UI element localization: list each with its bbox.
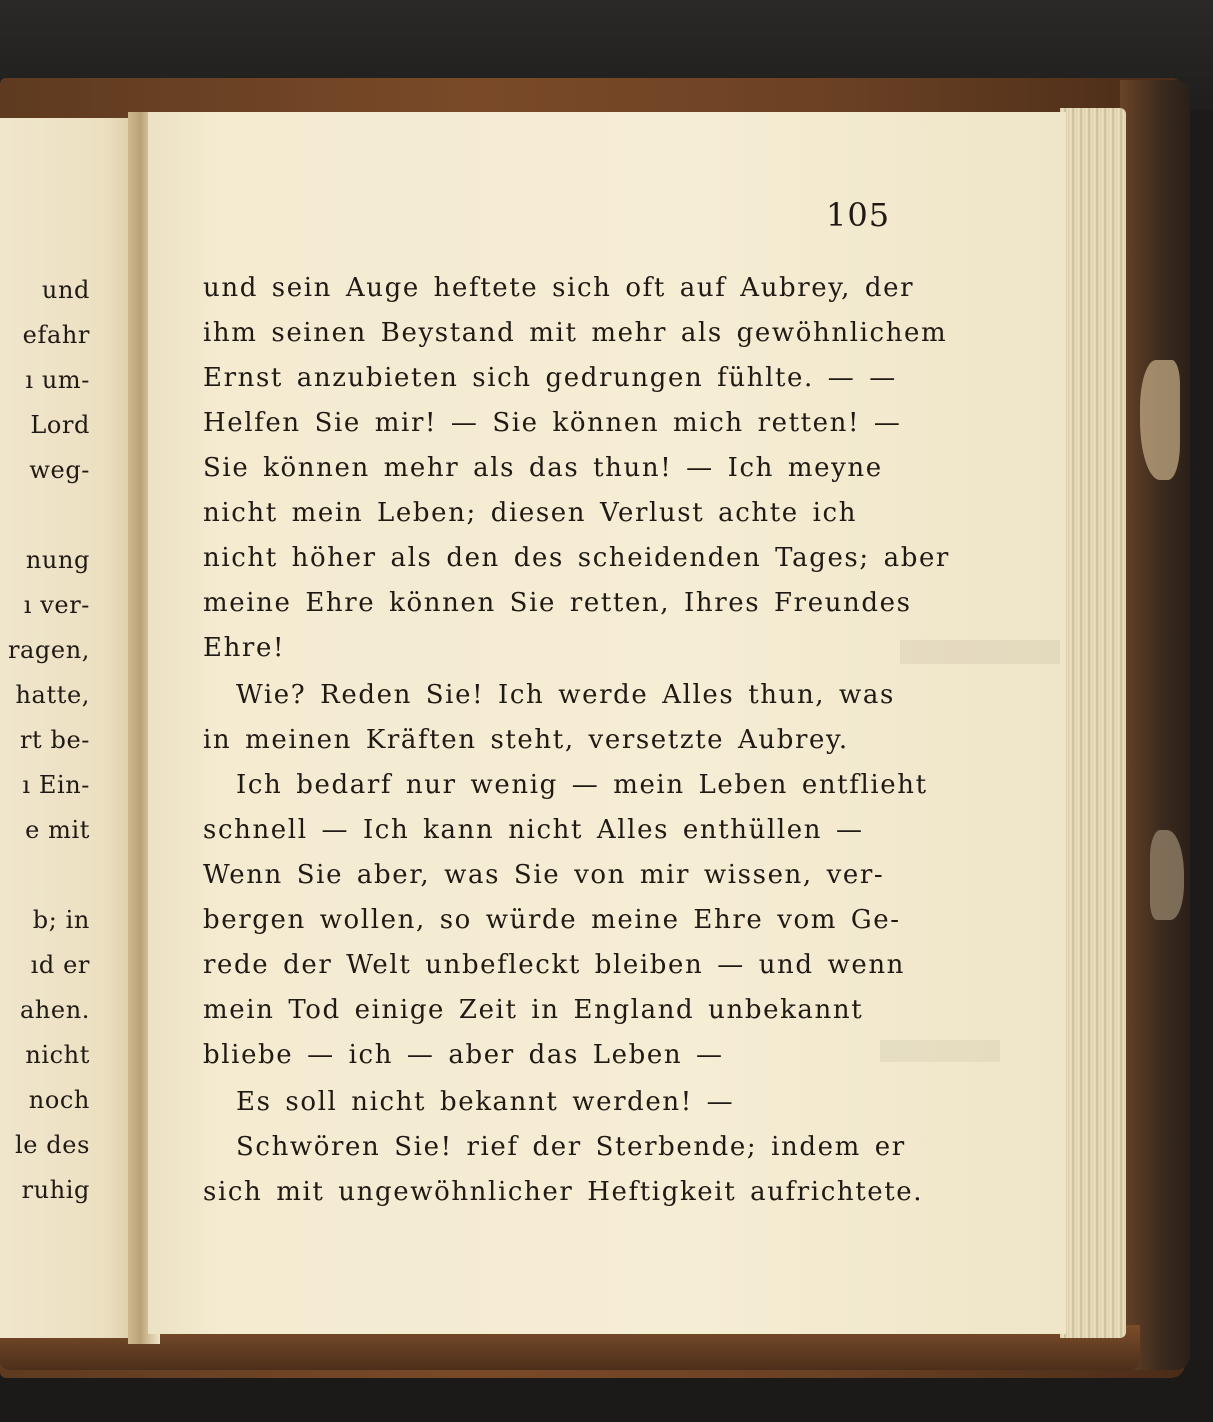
- left-page-line: rt be-: [19, 726, 90, 754]
- left-page-line: e mit: [25, 816, 90, 844]
- left-page-line: hatte,: [15, 681, 90, 709]
- page-edges: [1060, 108, 1126, 1338]
- page-number: 105: [826, 196, 891, 234]
- left-page-line: ragen,: [7, 636, 90, 664]
- left-page-line: b; in: [32, 906, 90, 934]
- text-line: Helfen Sie mir! — Sie können mich retten! —: [203, 408, 902, 438]
- left-page-line: ı ver-: [23, 591, 90, 619]
- show-through-mark: [880, 1040, 1000, 1062]
- text-line: mein Tod einige Zeit in England unbekannt: [203, 995, 864, 1025]
- left-page-line: noch: [28, 1086, 90, 1114]
- left-page-line: ruhig: [21, 1176, 90, 1204]
- text-line: Es soll nicht bekannt werden! —: [236, 1087, 735, 1117]
- left-page-line: ıd er: [30, 951, 90, 979]
- text-line: Sie können mehr als das thun! — Ich meyne: [203, 453, 883, 483]
- cover-wear-mark: [1150, 830, 1184, 920]
- text-line: Schwören Sie! rief der Sterbende; indem er: [236, 1132, 906, 1162]
- text-line: bliebe — ich — aber das Leben —: [203, 1040, 724, 1070]
- text-line: nicht höher als den des scheidenden Tages; aber: [203, 543, 950, 573]
- left-page-line: ahen.: [19, 996, 90, 1024]
- text-line: bergen wollen, so würde meine Ehre vom Ge-: [203, 905, 901, 935]
- show-through-mark: [900, 640, 1060, 664]
- left-page-line: Lord: [30, 411, 90, 439]
- left-page-line: ı um-: [25, 366, 90, 394]
- text-line: nicht mein Leben; diesen Verlust achte ich: [203, 498, 858, 528]
- left-page-line: le des: [15, 1131, 90, 1159]
- text-line: und sein Auge heftete sich oft auf Aubrey, der: [203, 273, 915, 303]
- left-page-line: nung: [25, 546, 90, 574]
- left-page-line: ı Ein-: [22, 771, 90, 799]
- cover-wear-mark: [1140, 360, 1180, 480]
- text-line: rede der Welt unbefleckt bleiben — und wenn: [203, 950, 906, 980]
- text-line: Wenn Sie aber, was Sie von mir wissen, ver-: [203, 860, 885, 890]
- left-page-line: und: [41, 276, 90, 304]
- text-line: Ehre!: [203, 633, 285, 663]
- text-line: ihm seinen Beystand mit mehr als gewöhnlichem: [203, 318, 948, 348]
- text-line: Wie? Reden Sie! Ich werde Alles thun, was: [236, 680, 895, 710]
- text-line: sich mit ungewöhnlicher Heftigkeit aufrichtete.: [203, 1177, 924, 1207]
- text-line: Ernst anzubieten sich gedrungen fühlte. — —: [203, 363, 897, 393]
- left-page-line: efahr: [22, 321, 90, 349]
- text-line: meine Ehre können Sie retten, Ihres Freundes: [203, 588, 912, 618]
- left-page-line: weg-: [29, 456, 90, 484]
- text-line: Ich bedarf nur wenig — mein Leben entflieht: [236, 770, 928, 800]
- book-cover-edge: [1120, 80, 1190, 1370]
- text-line: in meinen Kräften steht, versetzte Aubrey.: [203, 725, 849, 755]
- text-line: schnell — Ich kann nicht Alles enthüllen —: [203, 815, 864, 845]
- left-page-line: nicht: [25, 1041, 90, 1069]
